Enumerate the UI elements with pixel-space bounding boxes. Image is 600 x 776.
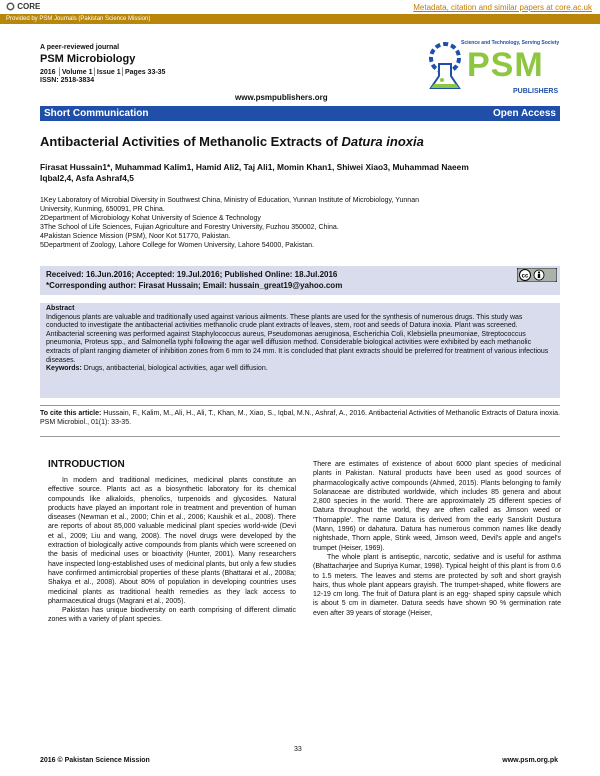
affiliation: 1Key Laboratory of Microbial Diversity in Southwest China, Ministry of Education, Yunnan Institute of Microbiology, Yunnan: [40, 197, 419, 204]
dates-line: Received: 16.Jun.2016; Accepted: 19.Jul.2016; Published Online: 18.Jul.2016: [46, 270, 338, 279]
journal-issn: ISSN: 2518-3834: [40, 77, 95, 84]
article-type-bar: [40, 106, 560, 121]
core-header: [0, 0, 600, 15]
journal-website[interactable]: www.psmpublishers.org: [235, 93, 328, 102]
affiliation: 3The School of Life Sciences, Fujian Agriculture and Forestry University, Fuzhou 350002, China.: [40, 224, 339, 231]
cc-by-icon: [517, 268, 557, 282]
affiliation: 2Department of Microbiology Kohat University of Science & Technology: [40, 215, 261, 222]
paragraph: The whole plant is antiseptic, narcotic, sedative and is useful for asthma (Bhattacharjee and Supriya Kumar, 1998). Typical height of this plant is from 0.6 to 1.5 meters. The leaves and stems are protected by soft and short grayish hairs, thus whole plant appears grayish. The trumpet-shaped, white flowers are 12-19 cm long. The fruit of Datura plant is an egg- shaped spiny capsule which is about 5 cm in diameter. Datura seeds have shown 90 % germination rate even after 39 years of storage (Heiser,: [313, 553, 561, 617]
article-type: Short Communication: [44, 108, 149, 119]
psm-tagline: Science and Technology, Serving Society: [461, 40, 560, 46]
cite-text: Hussain, F., Kalim, M., Ali, H., Ali, T., Khan, M., Xiao, S., Iqbal, M.N., Ashraf, A., 2016. Antibacterial Activities of Methanolic Extracts of Datura inoxia. PSM Microbiol., 01(1): 33-35.: [40, 410, 560, 426]
journal-issue: 2016 │Volume 1│Issue 1│Pages 33-35: [40, 69, 166, 76]
core-metadata-link[interactable]: Metadata, citation and similar papers at core.ac.uk: [413, 3, 592, 12]
cc-license-badge[interactable]: [517, 268, 557, 282]
affiliation: 4Pakistan Science Mission (PSM), Noor Kot 51770, Pakistan.: [40, 233, 231, 240]
footer-website[interactable]: www.psm.org.pk: [502, 757, 558, 764]
abstract-text: Indigenous plants are valuable and traditionally used against various ailments. These plants are used for the synthesis of numerous drugs. This study was conducted to investigate the antibacterial activities methanolic crude plant extracts of leaves, stem, root and seeds of Datura inoxia. Plant was screened. Antibacterial screening was performed against Staphylococcus aureus, Pseudomonas aeruginosa, Escherichia Coli, Klebsiella pneumoniae, Streptococcus pneumonia, Proteus spp., and Salmonella typhi following the agar well diffusion method. Considerable biological activities were exhibited by each methanolic extracts of plant ranging diameter of inhibition zones from 6 mm to 24 mm. It is concluded that plant extracts should be preferred for treatment of various infectious diseases.: [46, 313, 549, 364]
page-number: 33: [294, 746, 302, 753]
paragraph: In modern and traditional medicines, medicinal plants constitute an effective source. Plants act as a biosynthetic laboratory for its chemical compounds like alkaloids, phenolics, turpenoids and glycosides. Natural products have played an important role in treatment and prevention of human diseases (Newman et al., 2000; Chin et al., 2006; Kaushik et al., 2008). There are reports of about 85,000 valuable medicinal plant species world-wide (Devi et al., 2009; Liu and wang, 2008). The novel drugs were developed by the extraction of biologically active compounds from plants which were screened on the basis of medicinal uses or bioactivity (Hunter, 2001). Many researchers have inspected long-established uses of medicinal plants, but only a few studies have confirmed antimicrobial properties of these plants (Bhattarai et al., 2008a; Shakya et al., 2008). About 80% of population in developing countries uses medicinal plants as traditional health remedies as they lack access to pharmaceutical drugs (Magrani et al., 2005).: [48, 477, 296, 605]
dates-box: [40, 266, 560, 295]
intro-heading: INTRODUCTION: [48, 459, 125, 470]
paragraph: Pakistan has unique biodiversity on earth comprising of different climatic zones with a variety of plant species.: [48, 607, 296, 624]
author-list: [40, 162, 570, 184]
psm-logo: [425, 36, 565, 102]
core-logo-icon: [6, 2, 15, 11]
peer-reviewed-label: A peer-reviewed journal: [40, 44, 120, 51]
article-title: Antibacterial Activities of Methanolic Extracts of Datura inoxia: [40, 134, 424, 149]
open-access-label: Open Access: [493, 108, 556, 119]
provided-by-banner: Provided by PSM Journals (Pakistan Science Mission): [0, 14, 600, 24]
cite-label: To cite this article:: [40, 410, 102, 417]
keywords: Keywords: Drugs, antibacterial, biological activities, agar well diffusion.: [46, 365, 268, 373]
psm-letters: PSM: [467, 46, 544, 84]
abstract-heading: Abstract: [46, 305, 75, 312]
paragraph: There are estimates of existence of about 6000 plant species of medicinal plants in Pakistan. Natural products have been used as good sources of pharmacologically active compounds (Ahmed, 2015). Plants belonging to family Solanaceae are distributed worldwide, which includes 85 genera and about 2,800 species in the world. There are approximately 25 different species of Datura throughout the world, they are often called as Jimson weed or 'Thornapple'. The name Datura is derived from the early Sanskrit Dustura (Mann, 1996) or dahatura. Datura has numerous common names like deadly nightshade, Thorn apple, Stink weed, Jimson weed, Devil's apple and angel's trumpet (Heiser, 1969).: [313, 461, 561, 552]
left-column: [48, 476, 296, 625]
citation-box: [40, 405, 560, 437]
core-logo: CORE: [6, 2, 40, 11]
flask-gear-icon: [425, 40, 465, 92]
svg-text:cc: cc: [521, 273, 529, 280]
author-line: Firasat Hussain1*, Muhammad Kalim1, Hamid Ali2, Taj Ali1, Momin Khan1, Shiwei Xiao3, Muhammad Naeem: [40, 162, 469, 172]
psm-publishers: PUBLISHERS: [513, 88, 559, 95]
right-column: [313, 460, 561, 618]
author-line: Iqbal2,4, Asfa Ashraf4,5: [40, 173, 134, 183]
corresponding-author: *Corresponding author: Firasat Hussain; Email: hussain_great19@yahoo.com: [46, 281, 343, 290]
affiliation: 5Department of Zoology, Lahore College for Women University, Lahore 54000, Pakistan.: [40, 242, 314, 249]
abstract-box: [40, 303, 560, 398]
footer-copyright: 2016 © Pakistan Science Mission: [40, 757, 150, 764]
affiliation: University, Kunming, 650091, PR China.: [40, 206, 165, 213]
affiliations: [40, 196, 560, 250]
journal-name: PSM Microbiology: [40, 53, 136, 65]
